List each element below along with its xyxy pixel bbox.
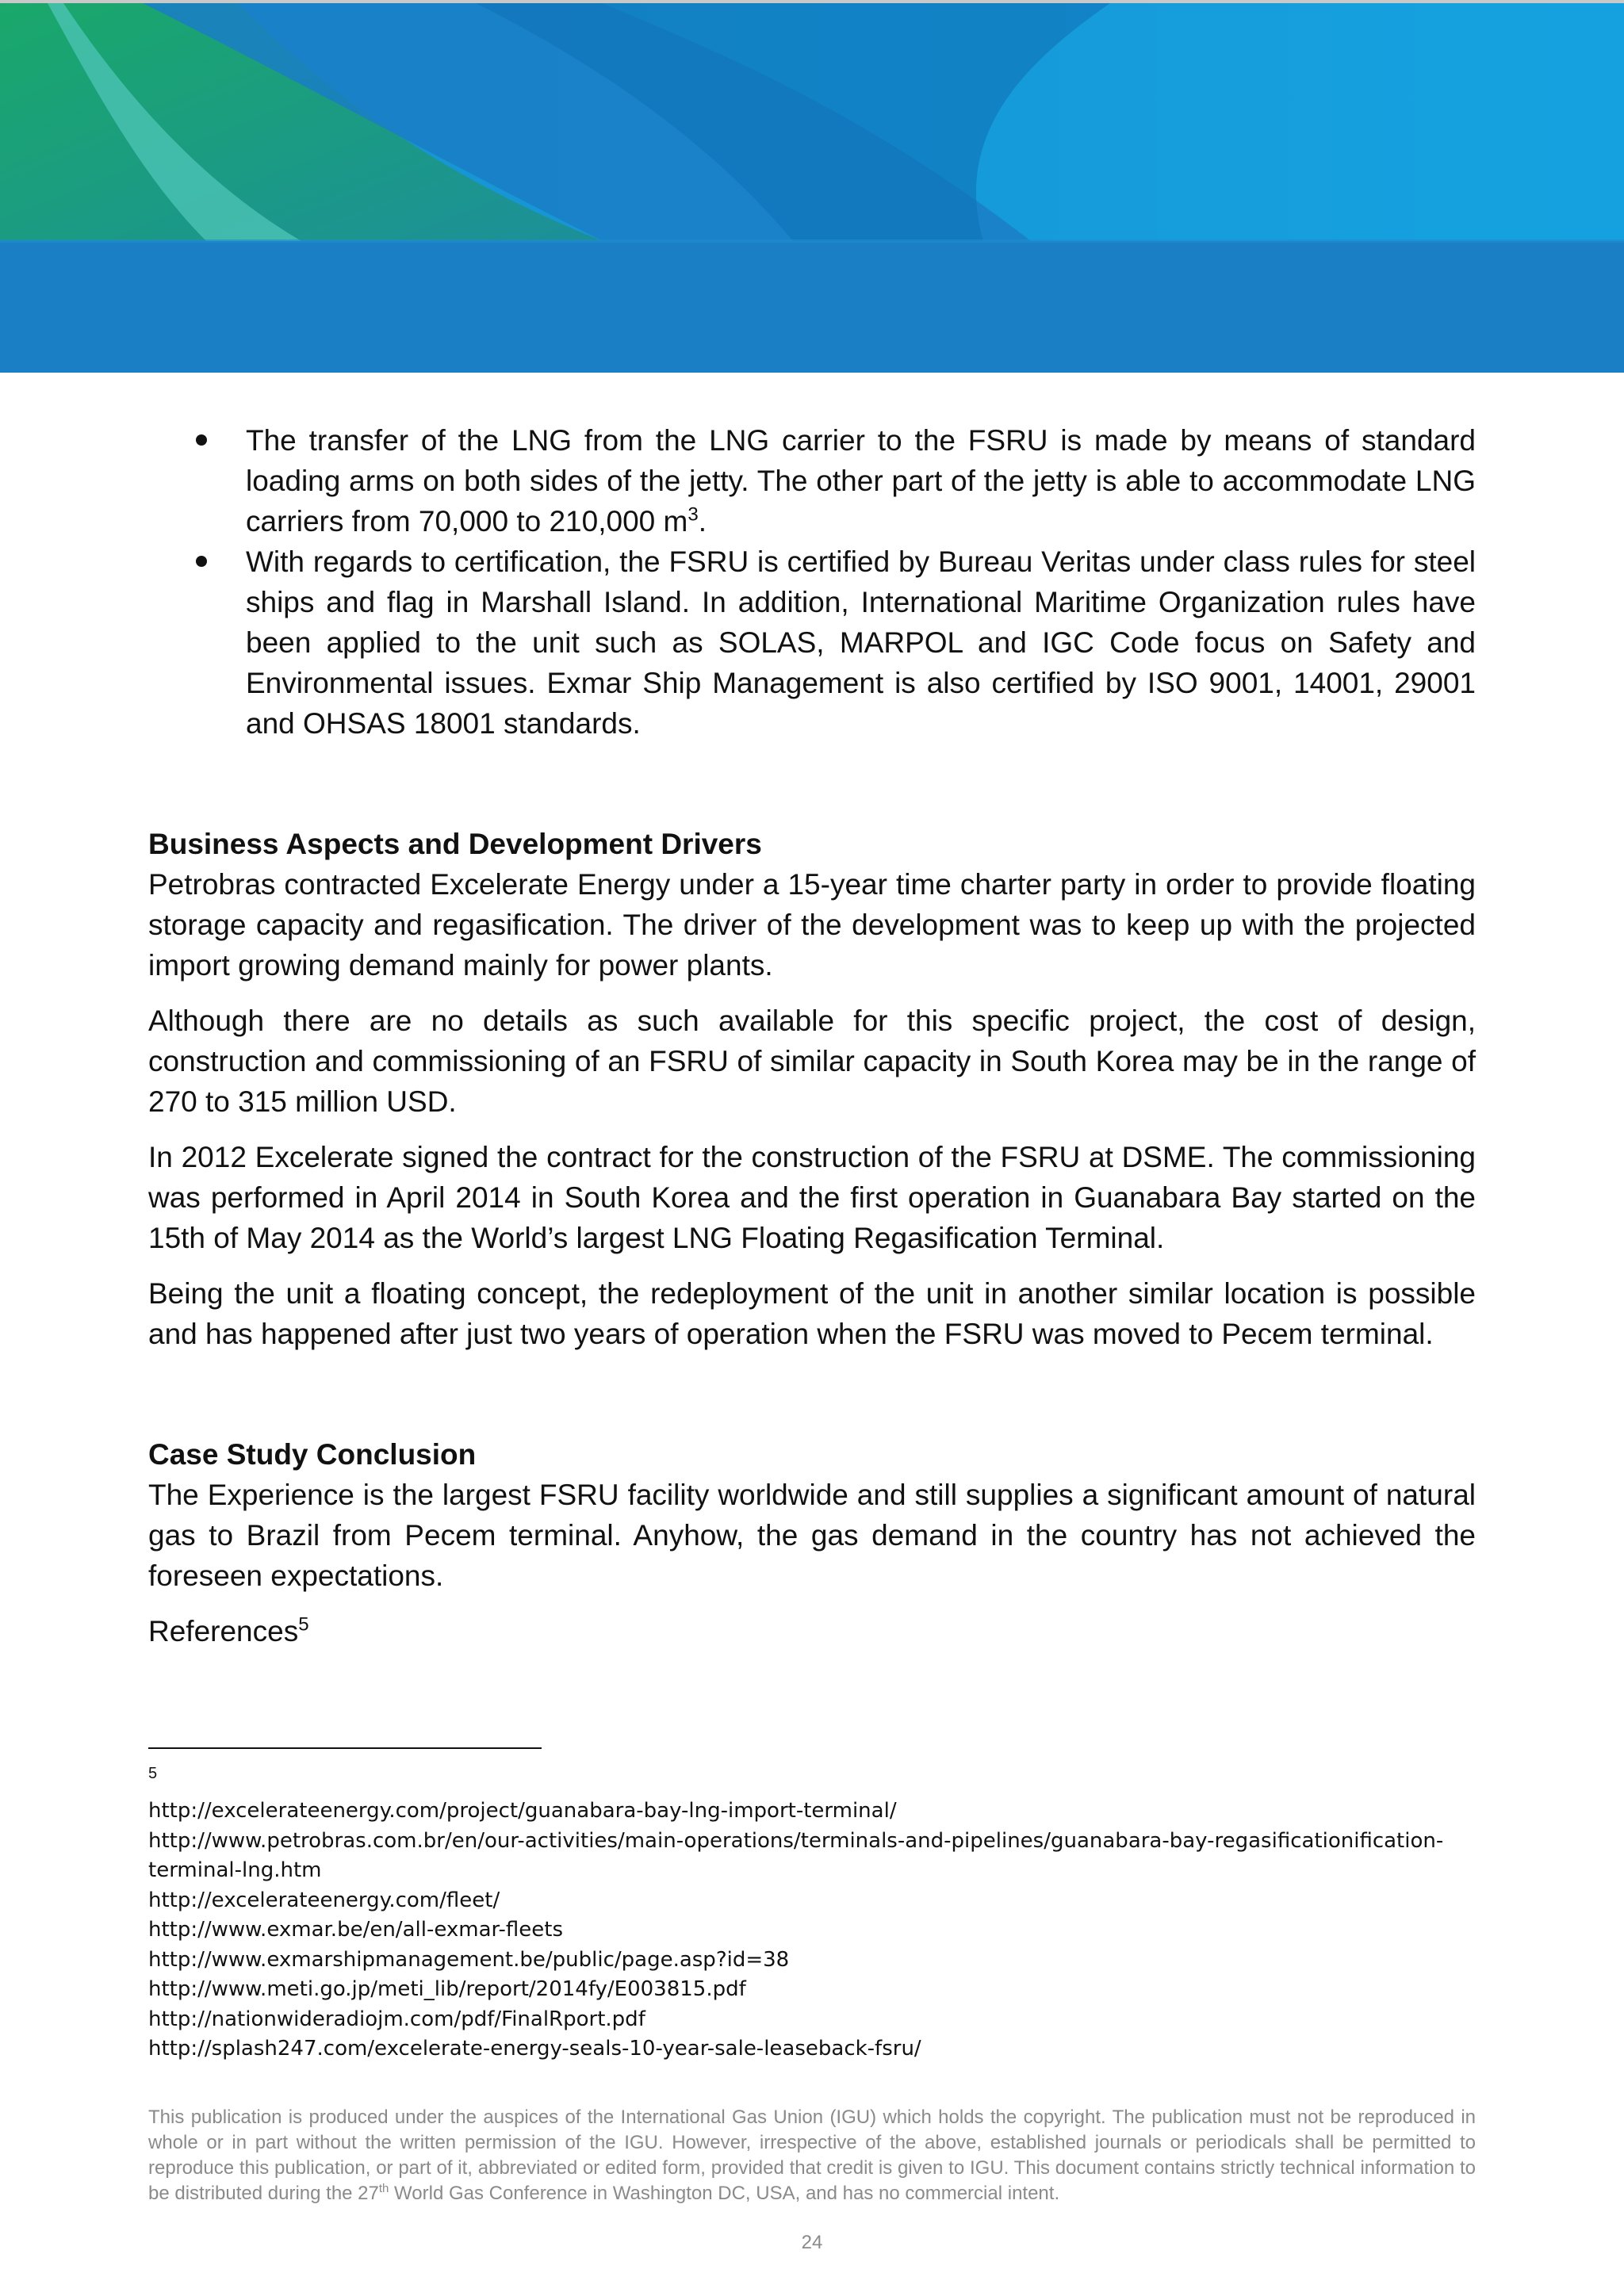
- page-number: 24: [801, 2232, 823, 2253]
- references-label: References$^5$: [148, 1613, 309, 1647]
- business-paragraph-4: Being the unit a floating concept, the redeployment of the unit in another similar location is possible and has happened after just two years of operation when the FSRU was moved to Pecem terminal.: [148, 1277, 1476, 1350]
- footnote-link[interactable]: http://excelerateenergy.com/project/guanabara-bay-lng-import-terminal/: [148, 1799, 897, 1823]
- business-paragraph-3: In 2012 Excelerate signed the contract for the construction of the FSRU at DSME. The commissioning was performed in April 2014 in South Korea and the first operation in Guanabara Bay started on the 15th of May 2014 as the World’s largest LNG Floating Regasification Terminal.: [148, 1141, 1476, 1254]
- bullet-icon: [196, 556, 207, 567]
- footnote-link[interactable]: http://www.petrobras.com.br/en/our-activities/main-operations/terminals-and-pipelines/guanabara-bay-regasificationification-: [148, 1828, 1444, 1853]
- footnote-link[interactable]: http://excelerateenergy.com/fleet/: [148, 1888, 500, 1912]
- business-paragraph-1: Petrobras contracted Excelerate Energy under a 15-year time charter party in order to provide floating storage capacity and regasification. The driver of the development was to keep up with the projected import growing demand mainly for power plants.: [148, 868, 1476, 982]
- footnote-link[interactable]: terminal-lng.htm: [148, 1858, 322, 1882]
- footnote-link[interactable]: http://www.exmar.be/en/all-exmar-fleets: [148, 1918, 564, 1942]
- bullet-item-transfer: The transfer of the LNG from the LNG carrier to the FSRU is made by means of standard loading arms on both sides of the jetty. The other part of the jetty is able to accommodate LNG carriers from 70,000 to 210,000 $m^3$.: [148, 420, 1476, 541]
- bullet-item-certification: With regards to certification, the FSRU is certified by Bureau Veritas under class rules for steel ships and flag in Marshall Island. In addition, International Maritime Organization rules have been applied to the unit such as SOLAS, MARPOL and IGC Code focus on Safety and Environmental issues. Exmar Ship Management is also certified by ISO 9001, 14001, 29001 and OHSAS 18001 standards.: [148, 541, 1476, 744]
- copyright-notice: This publication is produced under the auspices of the International Gas Union (IGU) which holds the copyright. The publication must not be reproduced in whole or in part without the written permission of the IGU. However, irrespective of the above, established journals or periodicals shall be permitted to reproduce this publication, or part of it, abbreviated or edited form, provided that credit is given to IGU. This document contains strictly technical information to be distributed during the 27th World Gas Conference in Washington DC, USA, and has no commercial intent.: [148, 2107, 1476, 2204]
- footnote-link[interactable]: http://nationwideradiojm.com/pdf/FinalRport.pdf: [148, 2007, 645, 2031]
- footnote-divider: [148, 1747, 542, 1749]
- main-content: [148, 420, 1476, 1651]
- footnote-links: [148, 1797, 1512, 2064]
- footnote-ref: 5: [298, 1613, 309, 1636]
- business-paragraph-2: Although there are no details as such available for this specific project, the cost of design, construction and commissioning of an FSRU of similar capacity in South Korea may be in the range of 270 to 315 million USD.: [148, 1004, 1476, 1118]
- conclusion-heading: Case Study Conclusion: [148, 1438, 477, 1471]
- bullet-icon: [196, 434, 207, 446]
- business-heading: Business Aspects and Development Drivers: [148, 828, 762, 860]
- banner-graphic: [0, 3, 1624, 373]
- bullet-list: [148, 420, 1476, 744]
- header-banner: [0, 0, 1624, 373]
- footnote-link[interactable]: http://www.meti.go.jp/meti_lib/report/2014fy/E003815.pdf: [148, 1977, 746, 2001]
- footnote-link[interactable]: http://splash247.com/excelerate-energy-seals-10-year-sale-leaseback-fsru/: [148, 2037, 921, 2061]
- footnote-link[interactable]: http://www.exmarshipmanagement.be/public/page.asp?id=38: [148, 1947, 790, 1972]
- conclusion-paragraph: The Experience is the largest FSRU facility worldwide and still supplies a significant amount of natural gas to Brazil from Pecem terminal. Anyhow, the gas demand in the country has not achieved the foreseen expectations.: [148, 1479, 1476, 1592]
- footnote-number: 5: [148, 1765, 158, 1782]
